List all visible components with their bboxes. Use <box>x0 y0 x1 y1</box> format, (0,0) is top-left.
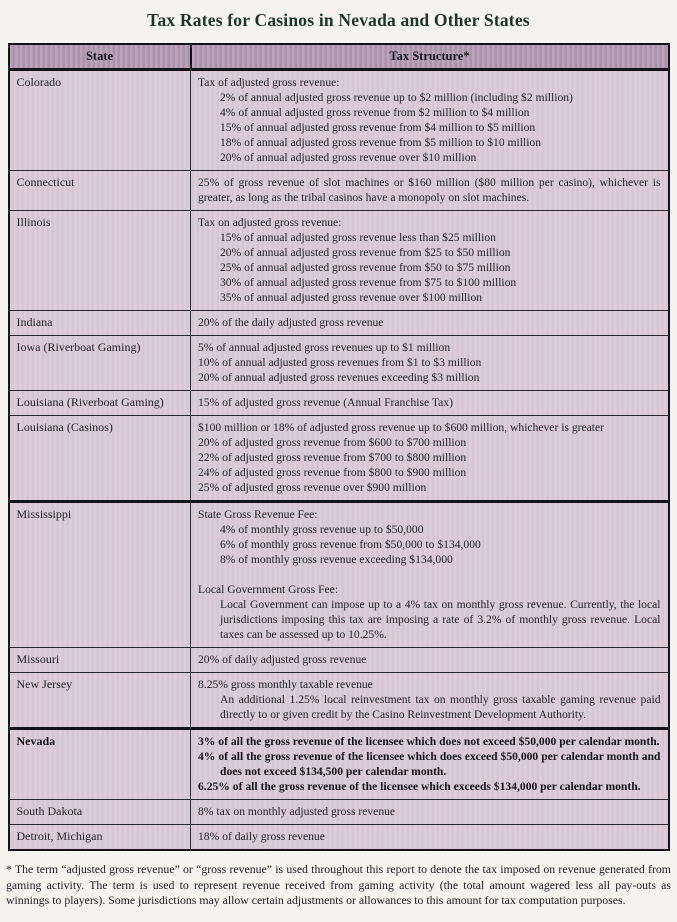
tax-structure-line: 20% of annual adjusted gross revenues exceeding $3 million <box>198 371 480 384</box>
table-row <box>9 825 669 851</box>
table-row <box>9 311 669 336</box>
tax-structure-line: An additional 1.25% local reinvestment tax on monthly gross taxable gaming revenue paid directly to or given credit by the Casino Reinvestment Development Authority. <box>220 693 661 721</box>
tax-structure-line: Tax of adjusted gross revenue: <box>198 76 340 89</box>
tax-structure-line: 25% of adjusted gross revenue over $900 million <box>198 481 427 494</box>
state-cell: Louisiana (Riverboat Gaming) <box>16 395 164 409</box>
table-row <box>9 416 669 502</box>
tax-structure-line: 8% tax on monthly adjusted gross revenue <box>198 805 396 818</box>
tax-cell <box>191 391 669 416</box>
tax-structure-line: 8.25% gross monthly taxable revenue <box>198 678 373 691</box>
tax-structure-line: 24% of adjusted gross revenue from $800 to $900 million <box>198 466 467 479</box>
tax-structure-line: 20% of daily adjusted gross revenue <box>198 653 367 666</box>
tax-cell <box>191 673 669 729</box>
tax-structure-line: State Gross Revenue Fee: <box>198 508 318 521</box>
tax-cell <box>191 825 669 851</box>
state-cell: Detroit, Michigan <box>16 829 103 843</box>
table-row <box>9 648 669 673</box>
tax-cell <box>191 800 669 825</box>
table-row <box>9 70 669 171</box>
header-row <box>9 44 669 70</box>
tax-structure-line: 6% of monthly gross revenue from $50,000 to $134,000 <box>220 538 481 551</box>
table-row <box>9 211 669 311</box>
tax-structure-line: 20% of adjusted gross revenue from $600 to $700 million <box>198 436 467 449</box>
tax-structure-line: $100 million or 18% of adjusted gross revenue up to $600 million, whichever is greater <box>198 421 605 434</box>
state-cell: Colorado <box>16 75 62 89</box>
column-header-state: State <box>9 44 191 70</box>
state-cell: Illinois <box>16 215 51 229</box>
tax-structure-line: 35% of annual adjusted gross revenue over $100 million <box>220 291 483 304</box>
tax-structure-line: 20% of annual adjusted gross revenue over $10 million <box>220 151 477 164</box>
tax-rates-table <box>8 43 670 851</box>
tax-structure-line: 3% of all the gross revenue of the licensee which does not exceed $50,000 per calendar month. <box>198 735 660 748</box>
tax-cell <box>191 70 669 171</box>
tax-structure-line: Tax on adjusted gross revenue: <box>198 216 342 229</box>
tax-structure-line: 22% of adjusted gross revenue from $700 to $800 million <box>198 451 467 464</box>
table-row <box>9 391 669 416</box>
tax-cell <box>191 311 669 336</box>
tax-cell <box>191 648 669 673</box>
tax-cell <box>191 729 669 800</box>
state-cell: Mississippi <box>16 507 72 521</box>
tax-structure-line: 18% of annual adjusted gross revenue from $5 million to $10 million <box>220 136 542 149</box>
table-row <box>9 336 669 391</box>
table-row <box>9 502 669 648</box>
state-cell: South Dakota <box>16 804 83 818</box>
tax-structure-line: 15% of annual adjusted gross revenue from $4 million to $5 million <box>220 121 536 134</box>
tax-structure-line: 25% of annual adjusted gross revenue from $50 to $75 million <box>220 261 511 274</box>
tax-cell <box>191 336 669 391</box>
tax-structure-line: 18% of daily gross revenue <box>198 830 325 843</box>
page-title: Tax Rates for Casinos in Nevada and Other States <box>147 10 530 30</box>
tax-structure-line: 20% of the daily adjusted gross revenue <box>198 316 384 329</box>
tax-structure-line: 15% of annual adjusted gross revenue less than $25 million <box>220 231 496 244</box>
tax-structure-line: 4% of annual adjusted gross revenue from $2 million to $4 million <box>220 106 530 119</box>
state-cell: Nevada <box>16 734 56 748</box>
tax-structure-line: 10% of annual adjusted gross revenues from $1 to $3 million <box>198 356 482 369</box>
table-body <box>9 70 669 851</box>
tax-structure-line: Local Government Gross Fee: <box>198 583 339 596</box>
table-row <box>9 673 669 729</box>
tax-structure-line: 30% of annual adjusted gross revenue from $75 to $100 million <box>220 276 517 289</box>
tax-structure-line: 25% of gross revenue of slot machines or $160 million ($80 million per casino), whichever is greater, as long as the tribal casinos have a monopoly on slot machines. <box>198 176 661 204</box>
tax-structure-line: 15% of adjusted gross revenue (Annual Franchise Tax) <box>198 396 453 409</box>
footnote: * The term “adjusted gross revenue” or “gross revenue” is used throughout this report to denote the tax imposed on revenue generated from gaming activity. The term is used to represent revenue received from gaming activity (the total amount wagered less all pay-outs as winnings to players). Some jurisdictions may allow certain adjustments or allowances to this amount for tax computation purposes. <box>6 862 671 907</box>
tax-cell <box>191 416 669 502</box>
tax-cell <box>191 502 669 648</box>
state-cell: New Jersey <box>16 677 73 691</box>
tax-structure-line: 4% of monthly gross revenue up to $50,000 <box>220 523 424 536</box>
state-cell: Louisiana (Casinos) <box>16 420 113 434</box>
table-row <box>9 729 669 800</box>
column-header-tax-structure: Tax Structure* <box>191 44 669 70</box>
tax-structure-line: 5% of annual adjusted gross revenues up to $1 million <box>198 341 451 354</box>
tax-cell <box>191 211 669 311</box>
table-row <box>9 800 669 825</box>
tax-structure-line: 20% of annual adjusted gross revenue from $25 to $50 million <box>220 246 511 259</box>
state-cell: Indiana <box>16 315 53 329</box>
tax-structure-line: Local Government can impose up to a 4% tax on monthly gross revenue. Currently, the local jurisdictions imposing this tax are imposing a rate of 3.2% of monthly gross revenue. Local taxes can be assessed up to 10.25%. <box>220 598 661 641</box>
tax-structure-line: 6.25% of all the gross revenue of the licensee which exceeds $134,000 per calendar month. <box>198 780 641 793</box>
state-cell: Iowa (Riverboat Gaming) <box>16 340 141 354</box>
state-cell: Missouri <box>16 652 60 666</box>
table-row <box>9 171 669 211</box>
state-cell: Connecticut <box>16 175 75 189</box>
tax-cell <box>191 171 669 211</box>
tax-structure-line: 8% of monthly gross revenue exceeding $134,000 <box>220 553 453 566</box>
tax-structure-line <box>198 567 661 582</box>
tax-structure-line: 2% of annual adjusted gross revenue up to $2 million (including $2 million) <box>220 91 573 104</box>
tax-structure-line: 4% of all the gross revenue of the licensee which does exceed $50,000 per calendar month and does not exceed $134,500 per calendar month. <box>198 750 661 778</box>
table-header <box>9 44 669 70</box>
